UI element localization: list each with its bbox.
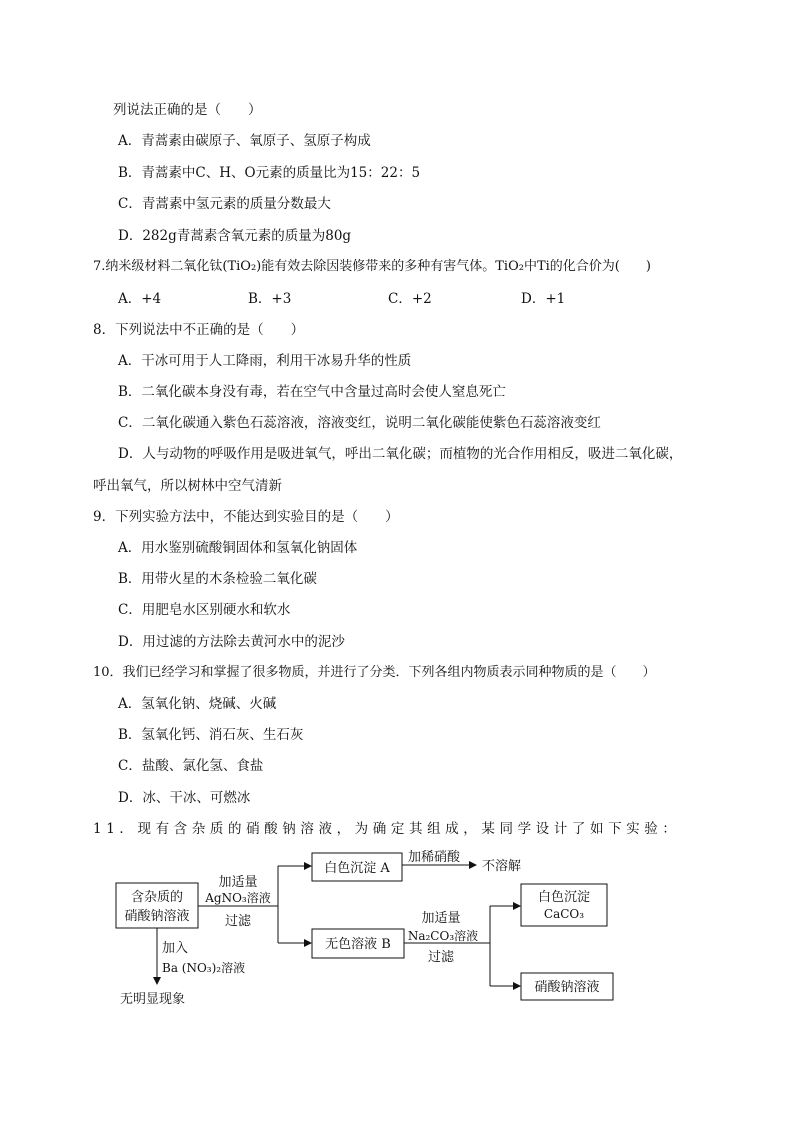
solution-b-label: 无色溶液 B [325,937,391,952]
no-obvious-phenomenon: 无明显现象 [120,992,186,1007]
q8-option-a: A．干冰可用于人工降雨，利用干冰易升华的性质 [118,353,412,369]
insoluble-result: 不溶解 [482,859,522,874]
q7-option-b: B．+3 [248,291,292,307]
q10-option-d: D．冰、干冰、可燃冰 [118,790,251,806]
q7-option-c: C．+2 [388,291,432,307]
q6-option-b: B．青蒿素中C、H、O元素的质量比为15：22：5 [118,165,421,181]
q7-option-a: A．+4 [118,291,162,307]
q10-option-b: B．氢氧化钙、消石灰、生石灰 [118,727,304,743]
add-label: 加入 [162,941,189,956]
caco3-box-line2: CaCO₃ [543,907,585,921]
reagent1-label-2: AgNO₃溶液 [205,891,271,905]
q9-option-c: C．用肥皂水区别硬水和软水 [118,602,291,618]
barium-nitrate-label: Ba (NO₃)₂溶液 [162,961,246,975]
q9-option-a: A．用水鉴别硫酸铜固体和氢氧化钠固体 [118,540,358,556]
q6-option-d: D．282g青蒿素含氧元素的质量为80g [118,228,352,244]
q8-option-d: D．人与动物的呼吸作用是吸进氧气，呼出二氧化碳；而植物的光合作用相反，吸进二氧化碳， [118,446,683,462]
q7-stem: 7.纳米级材料二氧化钛(TiO₂)能有效去除因装修带来的多种有害气体。TiO₂中Ti的化合价为( ) [93,259,651,274]
q10-option-c: C．盐酸、氯化氢、食盐 [118,758,264,774]
reagent2-label-2: Na₂CO₃溶液 [407,929,479,943]
q8-stem: 8．下列说法中不正确的是（ ） [93,322,305,338]
q8-option-b: B．二氧化碳本身没有毒，若在空气中含量过高时会使人窒息死亡 [118,384,506,400]
q9-option-b: B．用带火星的木条检验二氧化碳 [118,571,317,587]
precipitate-a-label: 白色沉淀 A [324,861,390,876]
q7-option-d: D．+1 [521,291,566,307]
q6-stem: 列说法正确的是（ ） [113,102,262,118]
q10-stem: 10．我们已经学习和掌握了很多物质，并进行了分类．下列各组内物质表示同种物质的是（ ） [93,665,656,680]
q8-option-c: C．二氧化碳通入紫色石蕊溶液，溶液变红，说明二氧化碳能使紫色石蕊溶液变红 [118,415,601,431]
q9-stem: 9．下列实验方法中，不能达到实验目的是（ ） [93,509,399,525]
reagent1-filter-label: 过滤 [224,914,252,929]
q8-option-d-continued: 呼出氧气，所以树林中空气清新 [93,478,282,494]
q6-option-c: C．青蒿素中氢元素的质量分数最大 [118,196,331,212]
reagent2-filter-label: 过滤 [427,950,455,965]
q11-stem: 11．现有含杂质的硝酸钠溶液，为确定其组成，某同学设计了如下实验： [93,821,681,837]
sodium-nitrate-label: 硝酸钠溶液 [534,980,600,995]
start-box-line2: 硝酸钠溶液 [124,909,190,924]
reagent1-label-1: 加适量 [218,875,258,890]
start-box-line1: 含杂质的 [130,890,184,905]
dilute-nitric-acid-label: 加稀硝酸 [407,850,461,865]
caco3-box-line1: 白色沉淀 [537,890,591,905]
q9-option-d: D．用过滤的方法除去黄河水中的泥沙 [118,634,345,650]
q6-option-a: A．青蒿素由碳原子、氧原子、氢原子构成 [118,133,371,149]
reagent2-label-1: 加适量 [421,911,461,926]
q10-option-a: A．氢氧化钠、烧碱、火碱 [118,696,277,712]
